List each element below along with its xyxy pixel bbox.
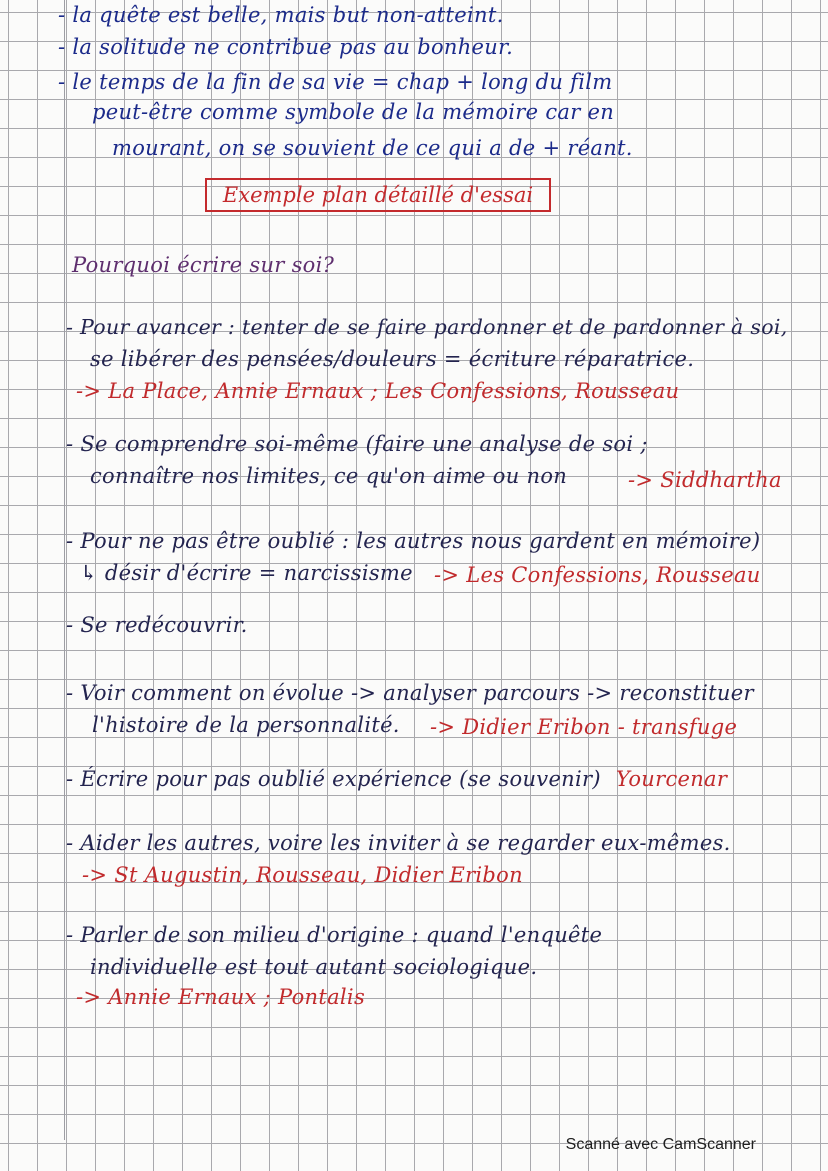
note-line-5: mourant, on se souvient de ce qui a de + réant. [112, 136, 633, 160]
point-4-line-1: - Se redécouvrir. [66, 613, 248, 637]
note-line-3: - le temps de la fin de sa vie = chap + long du film [58, 70, 613, 94]
point-8-ref: -> Annie Ernaux ; Pontalis [76, 985, 366, 1009]
note-line-4: peut-être comme symbole de la mémoire car en [92, 100, 615, 124]
margin-line [64, 0, 65, 1140]
title-box [205, 178, 551, 212]
point-7-ref: -> St Augustin, Rousseau, Didier Eribon [82, 863, 523, 887]
point-2-line-2: connaître nos limites, ce qu'on aime ou non [90, 464, 568, 488]
point-2-line-1: - Se comprendre soi-même (faire une analyse de soi ; [66, 432, 648, 456]
point-6-ref: Yourcenar [616, 767, 728, 791]
page-title: Exemple plan détaillé d'essai [222, 183, 534, 207]
point-5-line-2: l'histoire de la personnalité. [92, 713, 400, 737]
point-3-line-2: ↳ désir d'écrire = narcissisme [80, 561, 413, 585]
note-line-2: - la solitude ne contribue pas au bonheur. [58, 35, 514, 59]
point-3-ref: -> Les Confessions, Rousseau [434, 563, 761, 587]
point-3-line-1: - Pour ne pas être oublié : les autres nous gardent en mémoire) [66, 529, 761, 553]
scanner-watermark: Scanné avec CamScanner [565, 1136, 756, 1153]
point-1-ref: -> La Place, Annie Ernaux ; Les Confessions, Rousseau [76, 379, 680, 403]
point-2-ref: -> Siddhartha [628, 468, 782, 492]
point-6-line-1: - Écrire pour pas oublié expérience (se souvenir) [66, 767, 601, 791]
point-8-line-1: - Parler de son milieu d'origine : quand l'enquête [66, 923, 603, 947]
point-7-line-1: - Aider les autres, voire les inviter à se regarder eux-mêmes. [66, 831, 731, 855]
point-1-line-2: se libérer des pensées/douleurs = écriture réparatrice. [90, 347, 695, 371]
point-8-line-2: individuelle est tout autant sociologique. [90, 955, 538, 979]
point-1-line-1: - Pour avancer : tenter de se faire pardonner et de pardonner à soi, [66, 315, 788, 339]
note-line-1: - la quête est belle, mais but non-atteint. [58, 3, 504, 27]
point-5-ref: -> Didier Eribon - transfuge [430, 715, 738, 739]
point-5-line-1: - Voir comment on évolue -> analyser parcours -> reconstituer [66, 681, 754, 705]
question: Pourquoi écrire sur soi? [72, 253, 335, 277]
